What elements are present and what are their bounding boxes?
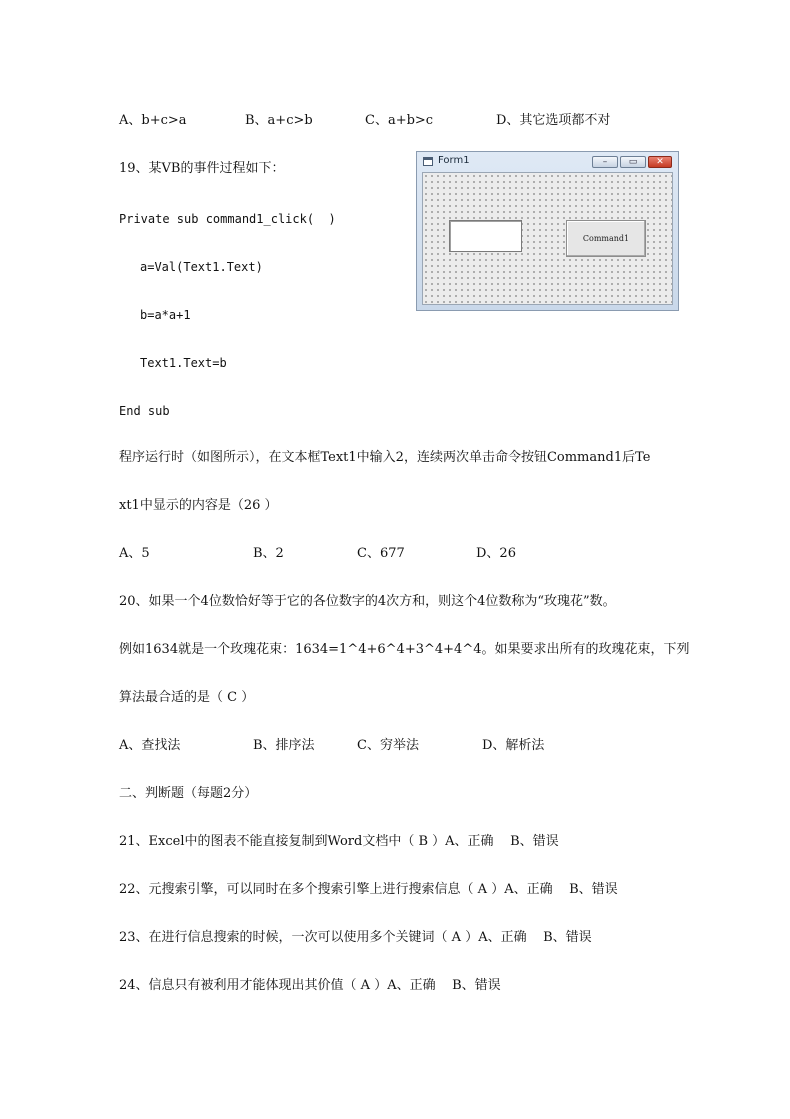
text1-textbox (449, 220, 522, 252)
command1-button: Command1 (566, 220, 646, 257)
q19-option-c: C、677 (357, 546, 405, 561)
judgement-21: 21、Excel中的图表不能直接复制到Word文档中（ B ）A、正确 B、错误 (119, 834, 559, 849)
form-window-icon (423, 157, 433, 166)
q18-option-a: A、b+c>a (119, 113, 187, 128)
q18-option-b: B、a+c>b (245, 113, 313, 128)
code-line-4: Text1.Text=b (140, 356, 227, 370)
q18-option-d: D、其它选项都不对 (496, 113, 611, 128)
code-line-2: a=Val(Text1.Text) (140, 260, 263, 274)
close-icon: ✕ (648, 156, 672, 168)
judgement-23: 23、在进行信息搜索的时候，一次可以使用多个关键词（ A ）A、正确 B、错误 (119, 930, 592, 945)
q20-option-a: A、查找法 (119, 738, 181, 753)
q19-option-a: A、5 (119, 546, 150, 561)
minimize-icon: – (592, 156, 618, 168)
section2-title: 二、判断题（每题2分） (119, 786, 258, 801)
form-client-area (422, 172, 673, 305)
q20-option-d: D、解析法 (482, 738, 545, 753)
q18-option-c: C、a+b>c (365, 113, 434, 128)
maximize-icon: ▭ (620, 156, 646, 168)
q20-option-c: C、穷举法 (357, 738, 419, 753)
q20-line2: 例如1634就是一个玫瑰花束：1634=1^4+6^4+3^4+4^4。如果要求出所有的玫瑰花束，下列 (119, 642, 690, 657)
q20-options (119, 737, 639, 755)
q19-desc-line2: xt1中显示的内容是（26 ） (119, 498, 278, 513)
q19-option-d: D、26 (476, 546, 516, 561)
q19-desc-line1: 程序运行时（如图所示），在文本框Text1中输入2，连续两次单击命令按钮Command1后Te (119, 450, 651, 465)
q20-line1: 20、如果一个4位数恰好等于它的各位数字的4次方和，则这个4位数称为“玫瑰花”数。 (119, 594, 616, 609)
q18-options (119, 112, 639, 130)
judgement-22: 22、元搜索引擎，可以同时在多个搜索引擎上进行搜索信息（ A ）A、正确 B、错误 (119, 882, 618, 897)
q20-line3: 算法最合适的是（ C ） (119, 690, 255, 705)
judgement-24: 24、信息只有被利用才能体现出其价值（ A ）A、正确 B、错误 (119, 978, 501, 993)
code-line-5: End sub (119, 404, 170, 418)
q20-option-b: B、排序法 (253, 738, 315, 753)
q19-title: 19、某VB的事件过程如下： (119, 161, 285, 176)
vb-form-figure (416, 151, 679, 311)
form-titlebar (417, 152, 678, 172)
q19-option-b: B、2 (253, 546, 284, 561)
code-line-1: Private sub command1_click( ) (119, 212, 336, 226)
code-line-3: b=a*a+1 (140, 308, 191, 322)
q19-options (119, 545, 639, 563)
form-title: Form1 (438, 155, 470, 166)
